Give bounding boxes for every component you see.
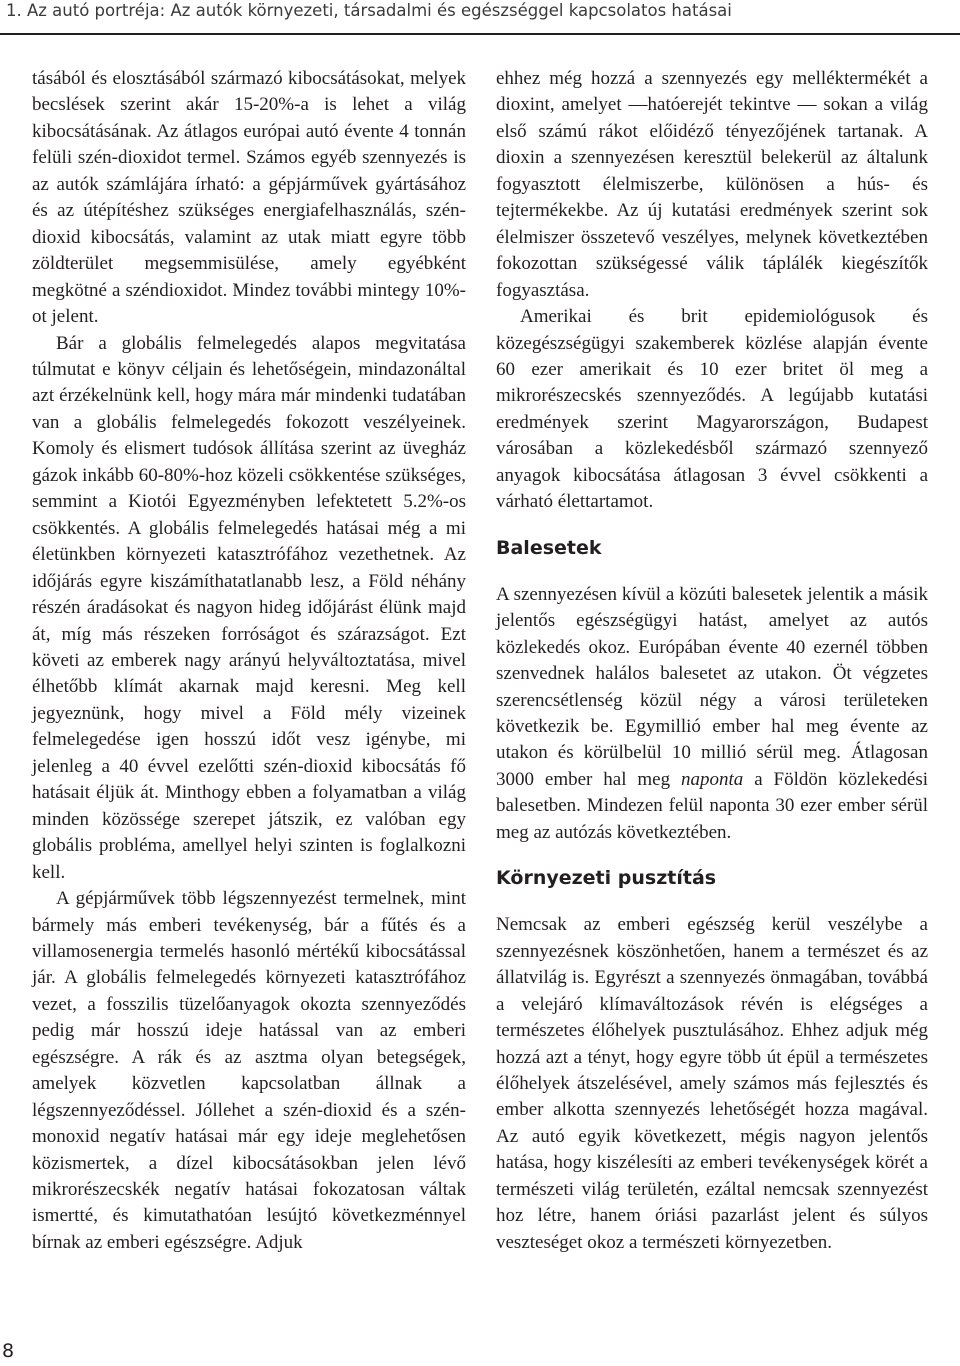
left-paragraph-2: Bár a globális felmelegedés alapos megvitatása túlmutat e könyv céljain és lehetőségein, mindazonáltal azt érzékelnünk kell, hogy mára már mindenki tudatában van a globális felmelegedés fokozott veszélyeinek. Komoly és elismert tudósok állítása szerint az üvegház gázok inkább 60-80%-hoz közeli csökkentése szükséges, semmint a Kiotói Egyezményben lefektetett 5.2%-os csökkentés. A globális felmelegedés hatásai még a mi életünkben környezeti katasztrófához vezethetnek. Az időjárás egyre kiszámíthatatlanabb lesz, a Föld néhány részén áradásokat és nagyon hideg időjárást élünk majd át, míg más részeken forróságot és szárazságot. Ezt követi az emberek nagy arányú helyváltoztatása, mivel élhetőbb klímát akarnak majd keresni. Meg kell jegyeznünk, hogy mivel a Föld mély vizeinek felmelegedése igen hosszú időt vesz igénybe, mi jelenleg a 40 évvel ezelőtti szén-dioxid kibocsátás fő hatásait éljük át. Minthogy ebben a folyamatban a világ minden közössége szerepet játszik, ez valóban egy globális probléma, amellyel helyi szinten is foglalkozni kell. [32, 332, 466, 883]
section-heading-balesetek: Balesetek [496, 536, 602, 559]
emphasis-naponta: naponta [681, 768, 744, 790]
balesetek-text-part-2: a Földön közlekedési balesetben. Mindezen felül naponta 30 ezer ember sérül meg az autózás következtében. [496, 768, 928, 843]
balesetek-text-part-1: A szennyezésen kívül a közúti balesetek jelentik a másik jelentős egészségügyi hatást, amelyet az autós közlekedés okoz. Európában évente 40 ezernél többen szenvednek halálos balesetet az utakon. Öt végzetes szerencsétlenség közül négy a városi területeken következik be. Egymillió ember hal meg évente az utakon és körülbelül 10 millió sérül meg. Átlagosan 3000 ember hal meg [496, 583, 928, 790]
right-paragraph-1: ehhez még hozzá a szennyezés egy melléktermékét a dioxint, amelyet —hatóerejét tekintve — sokan a világ első számú rákot előidéző tényezőjének tartanak. A dioxin a szennyezésen keresztül belekerül az általunk fogyasztott élelmiszerbe, különösen a hús- és tejtermékekbe. Az új kutatási eredmények szerint sok élelmiszer összetevő veszélyes, melynek következtében fokozottan szükségessé válik táplálék kiegészítők fogyasztása. [496, 68, 928, 301]
left-paragraph-1: tásából és elosztásából származó kibocsátásokat, melyek becslések szerint akár 15-20%-a is lehet a világ kibocsátásának. Az átlagos európai autó évente 4 tonnán felüli szén-dioxidot termel. Számos egyéb szennyezés is az autók számlájára írható: a gépjárművek gyártásához és az útépítéshez szükséges energiafelhasználás, szén-dioxid kibocsátás, valamint az utak miatt egyre több zöldterület megsemmisülése, amely egyébként megkötné a széndioxidot. Mindez további mintegy 10%-ot jelent. [32, 68, 466, 328]
left-column [32, 66, 466, 1256]
page-number: 8 [2, 1340, 15, 1362]
right-paragraph-2: Amerikai és brit epidemiológusok és közegészségügyi szakemberek közlése alapján évente 60 ezer amerikait és 10 ezer britet öl meg a mikrorészecskés szennyeződés. A legújabb kutatási eredmények szerint Magyarországon, Budapest városában a közlekedésből származó szennyező anyagok kibocsátása átlagosan 3 évvel csökkenti a várható élettartamot. [496, 306, 928, 513]
header-rule [0, 33, 960, 35]
left-paragraph-3: A gépjárművek több légszennyezést termelnek, mint bármely más emberi tevékenység, bár a fűtés és a villamosenergia termelés hasonló mértékű kibocsátással jár. A globális felmelegedés környezeti katasztrófához vezet, a fosszilis tüzelőanyagok okozta szennyeződés pedig már hosszú ideje hatással van az emberi egészségre. A rák és az asztma olyan betegségek, amelyek közvetlen kapcsolatban állnak a légszennyeződéssel. Jóllehet a szén-dioxid és a szén-monoxid negatív hatásai már egy ideje meglehetősen közismertek, a dízel kibocsátásokban jelen lévő mikrorészecskék negatív hatásai fokozatosan váltak ismertté, és kimutathatóan lesújtó következménnyel bírnak az emberi egészségre. Adjuk [32, 888, 466, 1253]
section-paragraph-kornyezeti-pusztitas: Nemcsak az emberi egészség kerül veszélybe a szennyezésnek köszönhetően, hanem a természet és az állatvilág is. Egyrészt a szennyezés önmagában, továbbá a velejáró klímaváltozások révén is elégséges a természetes élőhelyek pusztulásához. Ehhez adjuk még hozzá azt a tényt, hogy egyre több út épül a természetes élőhelyek átszelésével, amely számos más fejlesztés és ember alkotta szennyezés lehetőségét hozza magával. Az autó egyik következett, mégis nagyon jelentős hatása, hogy kiszélesíti az emberi tevékenységek körét a természeti világ területén, ezáltal nemcsak szennyezést hoz létre, hanem óriási pazarlást jelent és súlyos veszteséget okoz a természeti környezetben. [496, 914, 928, 1253]
section-heading-kornyezeti-pusztitas: Környezeti pusztítás [496, 867, 717, 890]
right-column [496, 66, 928, 1256]
section-paragraph-balesetek [496, 582, 928, 847]
running-header: 1. Az autó portréja: Az autók környezeti, társadalmi és egészséggel kapcsolatos hatásai [6, 1, 732, 20]
